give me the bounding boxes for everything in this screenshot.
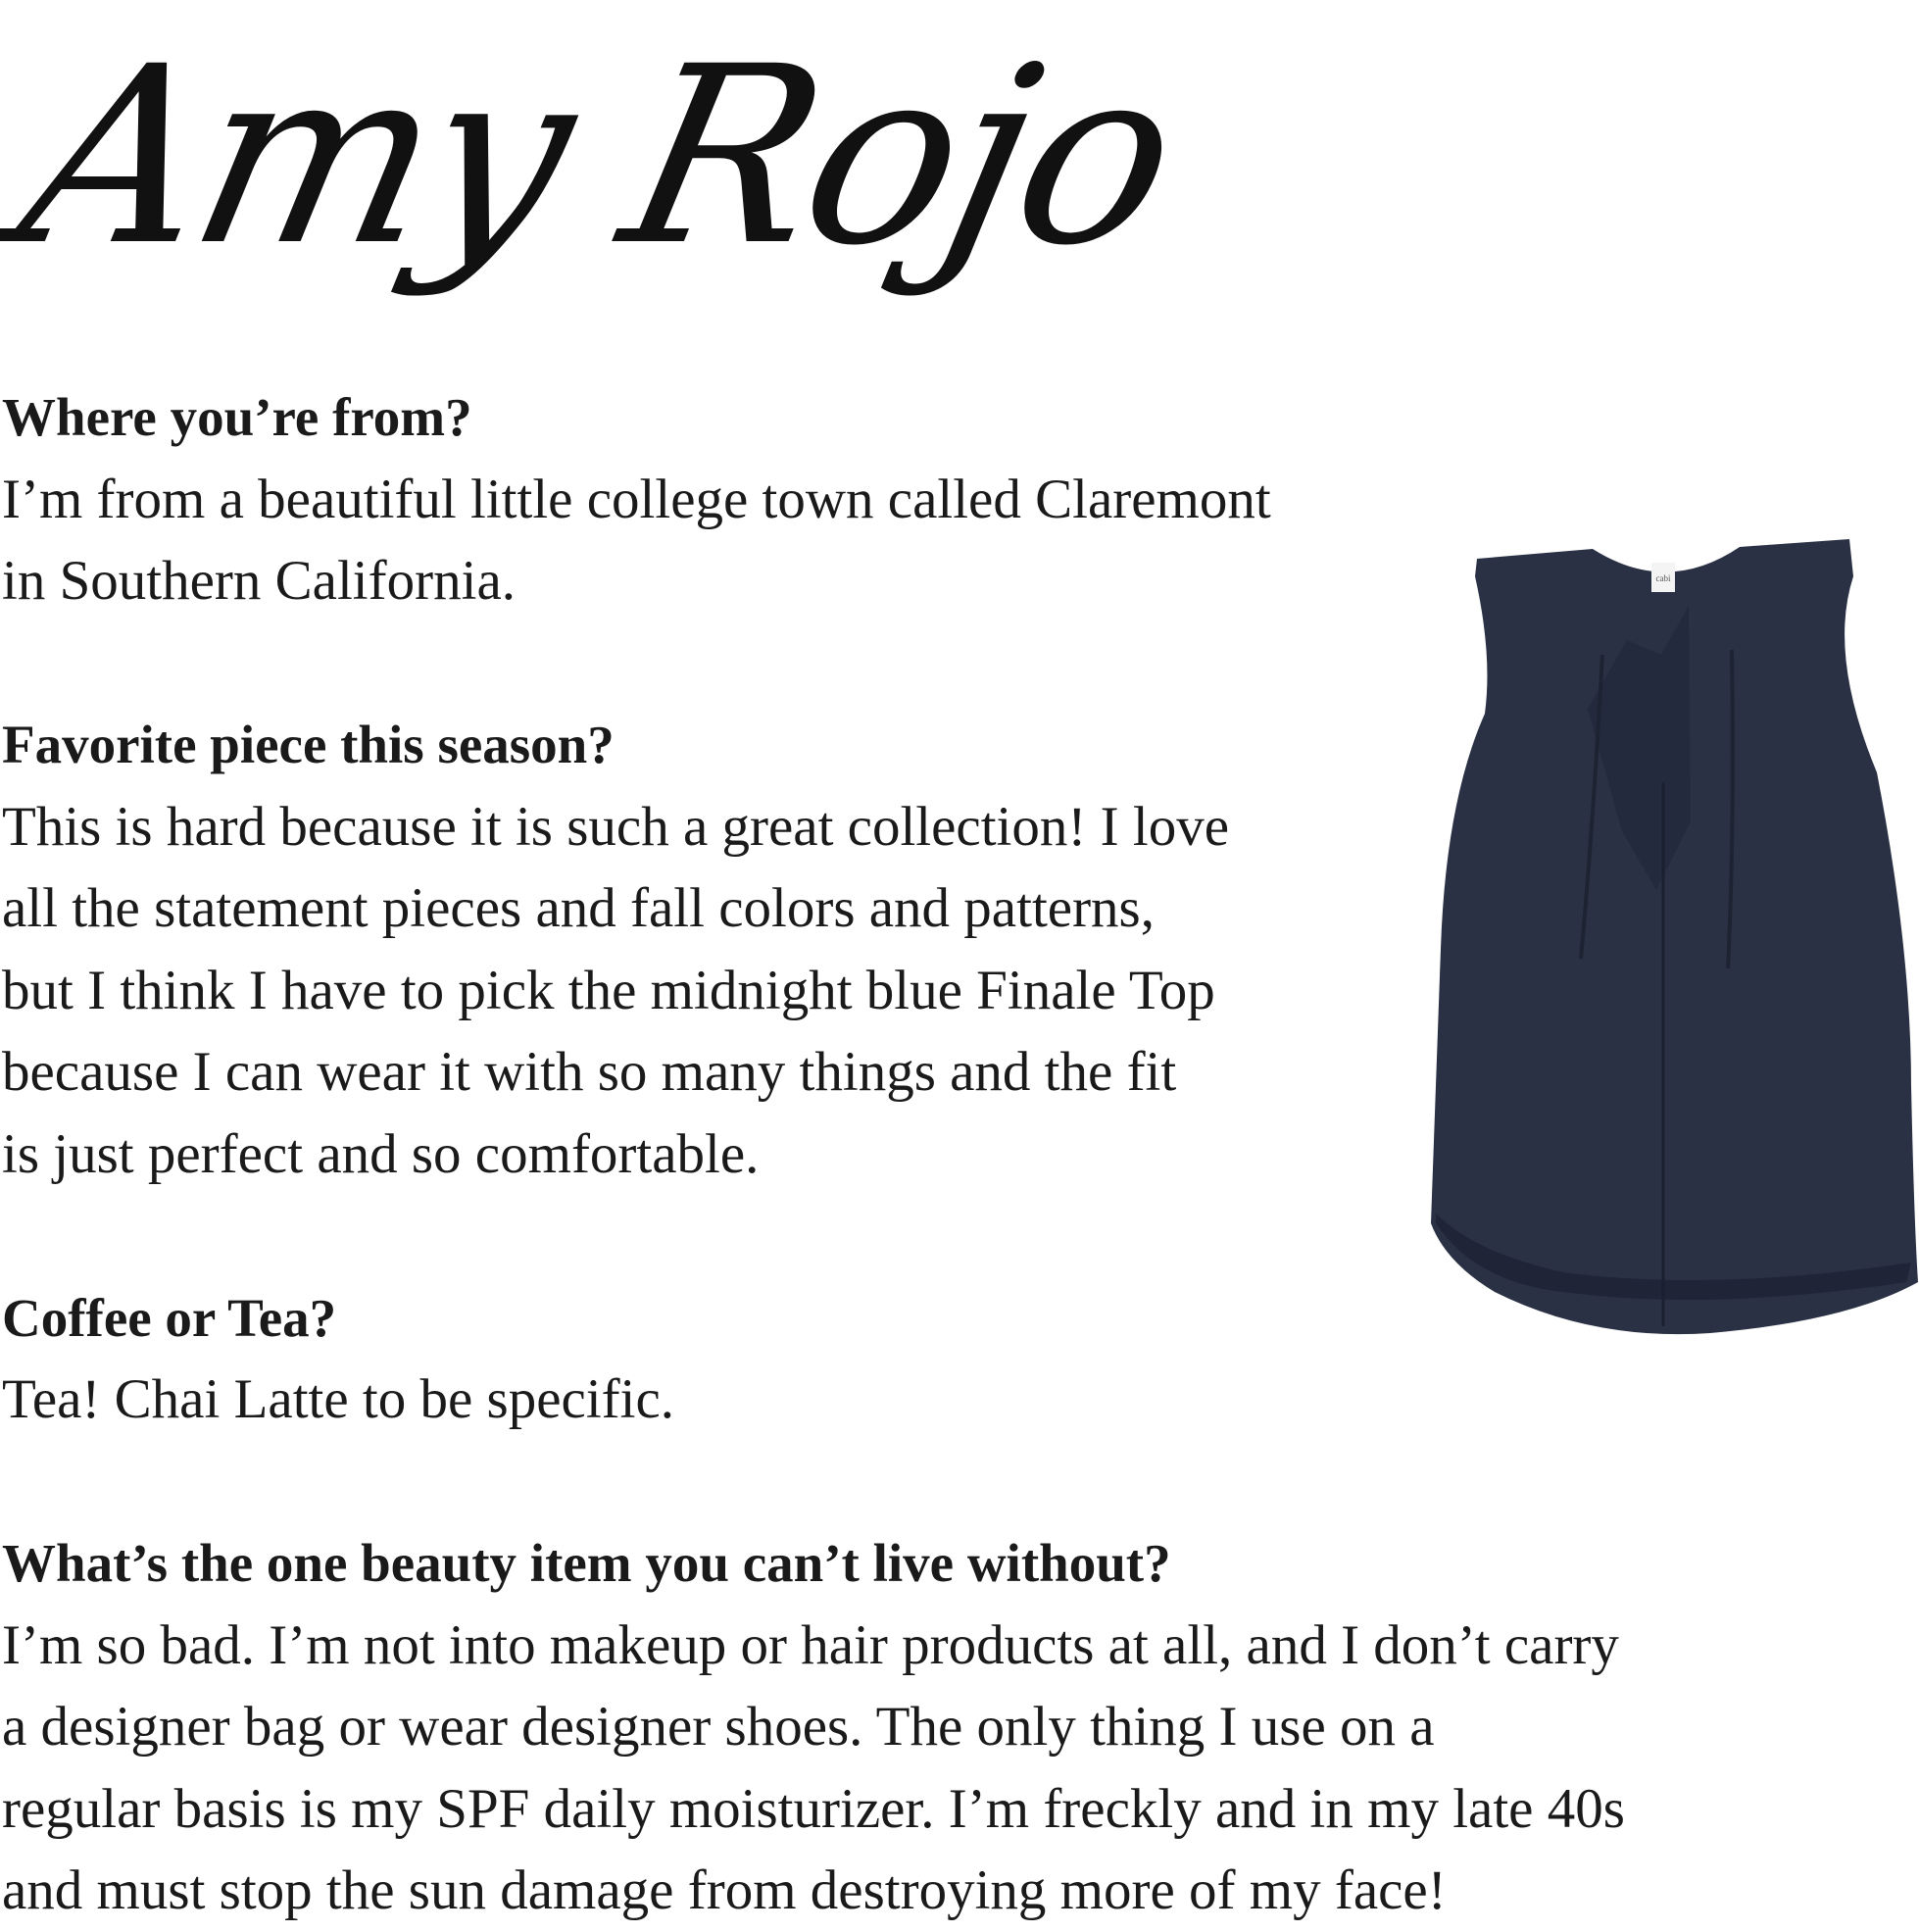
answer-line: This is hard because it is such a great collection! I love (2, 795, 1229, 858)
answer-line: in Southern California. (2, 550, 516, 612)
question-2: Favorite piece this season? (2, 715, 615, 774)
page-title: Amy Rojo (1, 14, 1196, 299)
answer-line: Tea! Chai Latte to be specific. (2, 1368, 675, 1430)
question-1: Where you’re from? (2, 387, 472, 447)
answer-line: a designer bag or wear designer shoes. The only thing I use on a (2, 1696, 1435, 1758)
answer-line: is just perfect and so comfortable. (2, 1122, 760, 1185)
brand-label-text: cabi (1655, 573, 1671, 583)
qa-content (2, 376, 1625, 1932)
answer-line: I’m from a beautiful little college town called Claremont (2, 468, 1271, 530)
question-3: Coffee or Tea? (2, 1287, 337, 1348)
question-4: What’s the one beauty item you can’t live without? (2, 1533, 1171, 1593)
answer-line: and must stop the sun damage from destroying more of my face! (2, 1859, 1447, 1921)
answer-line: I’m so bad. I’m not into makeup or hair products at all, and I don’t carry (2, 1613, 1619, 1676)
answer-line: all the statement pieces and fall colors and patterns, (2, 877, 1155, 939)
sleeveless-top-image (1416, 537, 1919, 1365)
answer-line: because I can wear it with so many things and the fit (2, 1041, 1177, 1103)
answer-line: regular basis is my SPF daily moisturizer. I’m freckly and in my late 40s (2, 1777, 1625, 1840)
answer-line: but I think I have to pick the midnight blue Finale Top (2, 959, 1215, 1021)
